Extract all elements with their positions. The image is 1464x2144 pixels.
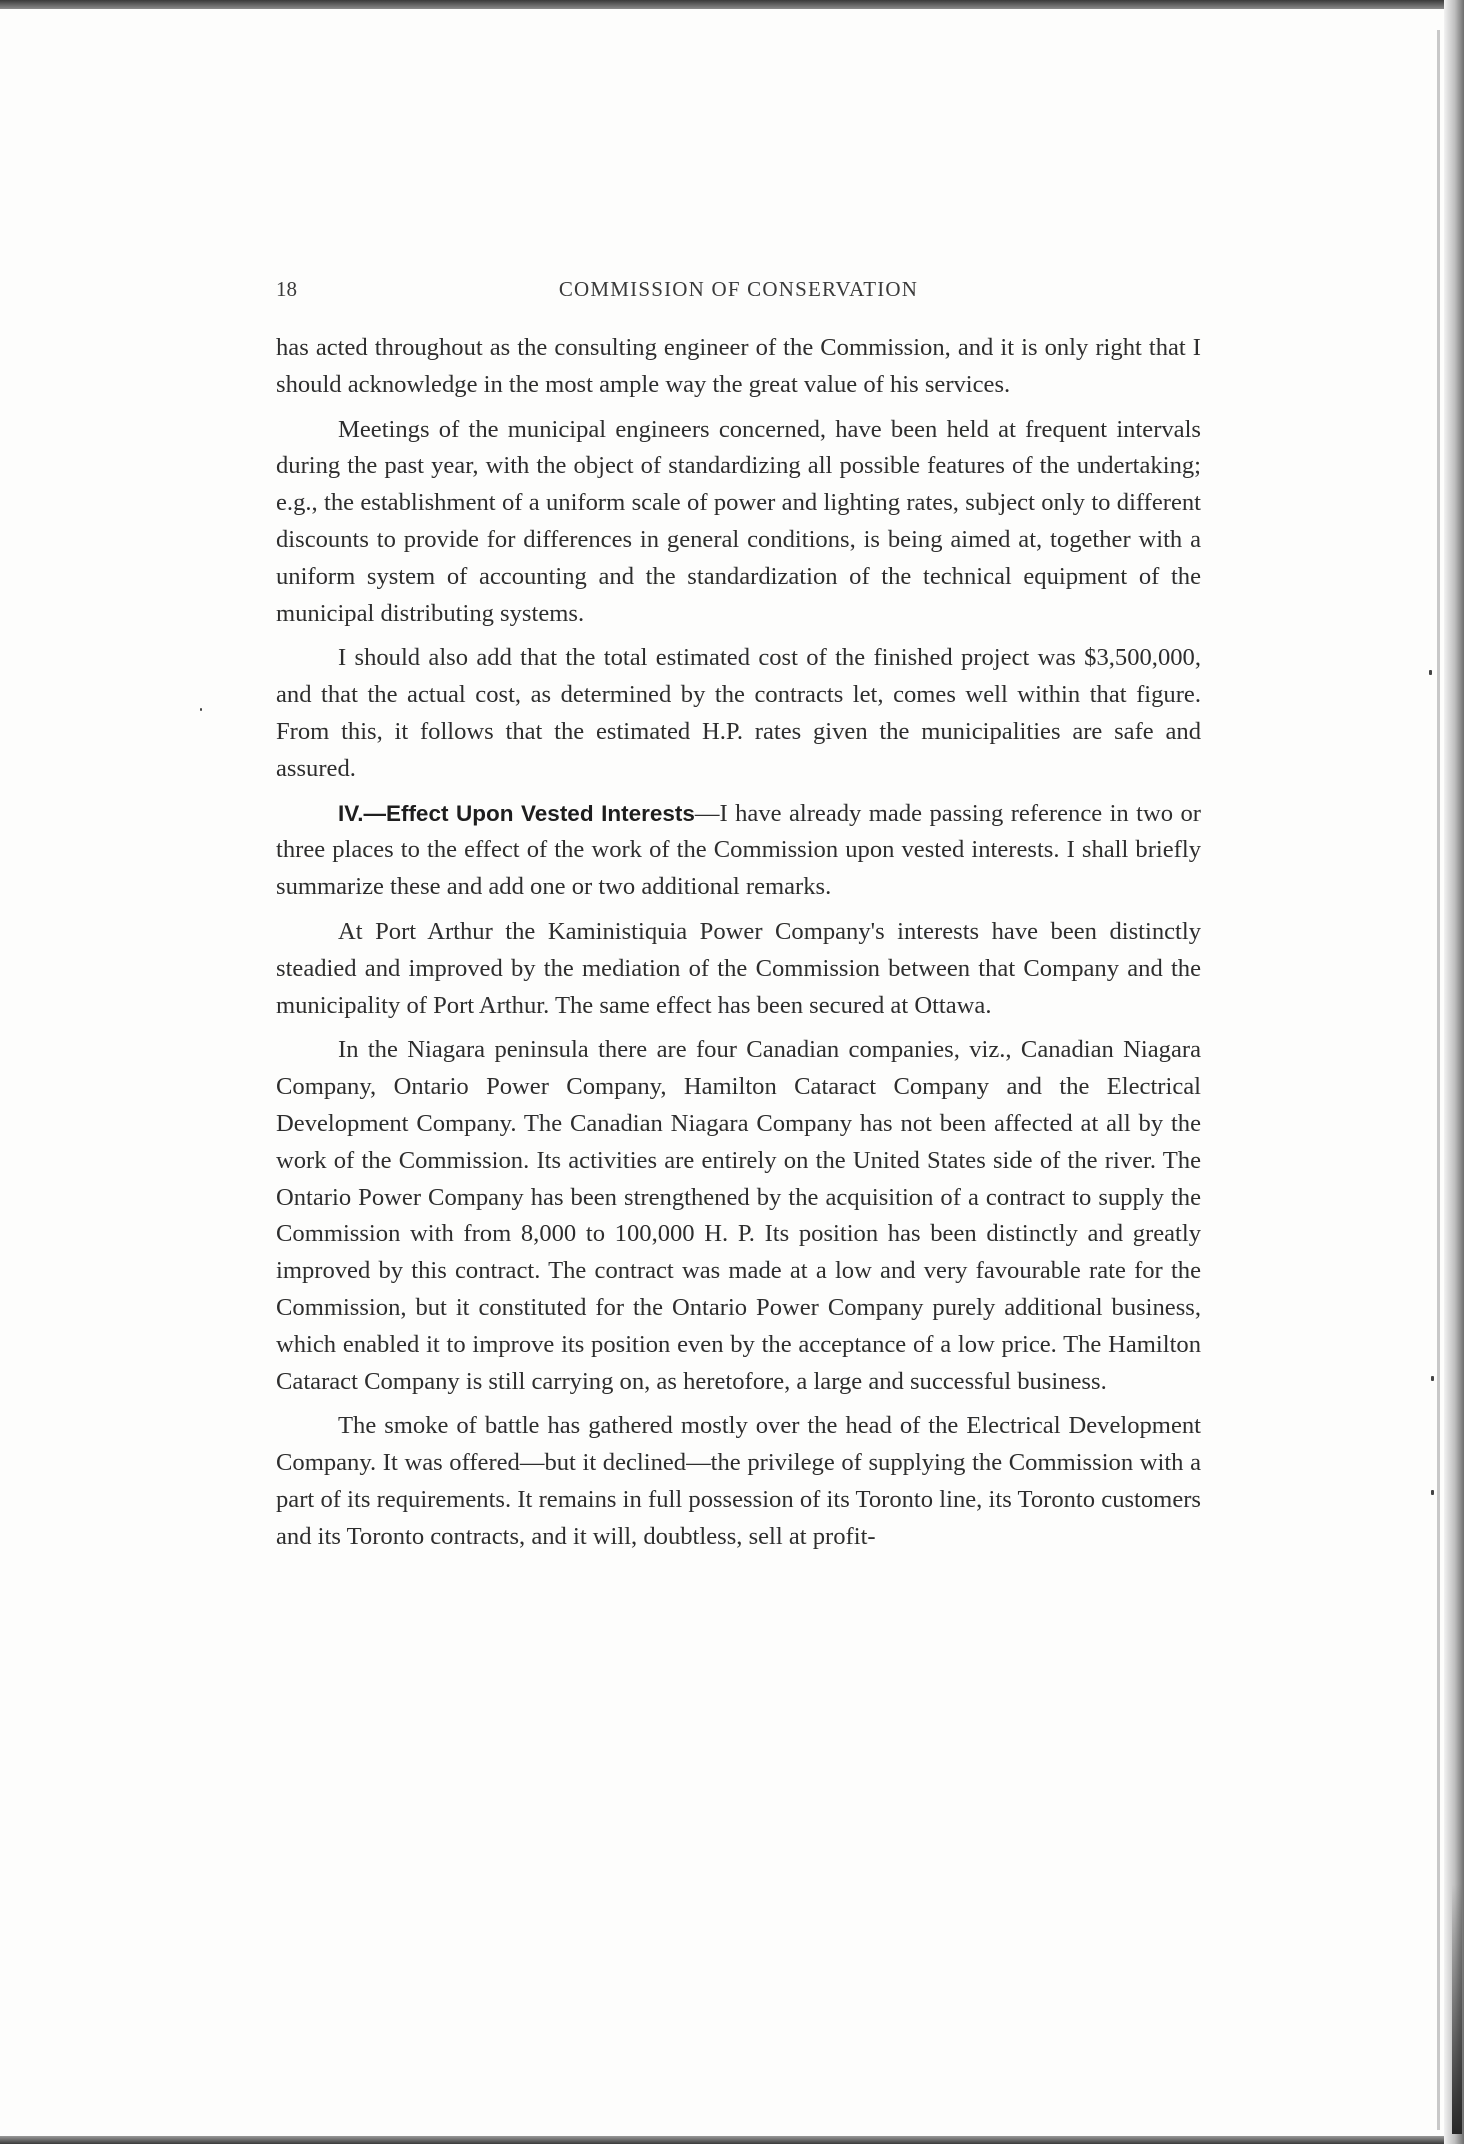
running-head: COMMISSION OF CONSERVATION bbox=[558, 277, 919, 301]
paragraph: In the Niagara peninsula there are four Canadian companies, viz., Canadian Niagara Company, Ontario Power Company, Hamilton Cataract Company and the Electrical Development Company. The Canadian Niagara Company has not been affected at all by the work of the Commission. Its activities are entirely on the United States side of the river. The Ontario Power Company has been strengthened by the acquisition of a contract to supply the Commission with from 8,000 to 100,000 H. P. Its position has been distinctly and greatly improved by this contract. The contract was made at a low and very favourable rate for the Commission, but it constituted for the Ontario Power Company purely additional business, which enabled it to improve its position even by the acceptance of a low price. The Hamilton Cataract Company is still carrying on, as heretofore, a large and successful business. bbox=[276, 1036, 1201, 1395]
paragraph: Meetings of the municipal engineers concerned, have been held at frequent intervals during the past year, with the object of standardizing all possible features of the undertaking; e.g., the establishment of a uniform scale of power and lighting rates, subject only to different discounts to provide for differences in general conditions, is being aimed at, together with a uniform system of accounting and the standardization of the technical equipment of the municipal distributing systems. bbox=[276, 415, 1201, 627]
page-header bbox=[276, 277, 1201, 311]
scan-speck bbox=[1429, 670, 1432, 675]
section-heading: IV.—Effect Upon Vested Interests bbox=[338, 800, 695, 826]
body-text bbox=[276, 330, 1201, 1564]
page-corner-shadow bbox=[1452, 1884, 1462, 2134]
page-fold-line bbox=[1437, 30, 1440, 2130]
section-text: —I have already made passing reference in two or three places to the effect of the work of the Commission upon vested interests. I shall briefly summarize these and add one or two additional remarks. bbox=[276, 799, 1201, 901]
page-bottom-edge bbox=[0, 2136, 1464, 2144]
scan-speck bbox=[1431, 1490, 1434, 1495]
section-paragraph bbox=[276, 796, 1201, 906]
page-top-edge bbox=[0, 0, 1464, 9]
page-number: 18 bbox=[276, 277, 297, 301]
paragraph-continuation: has acted throughout as the consulting engineer of the Commission, and it is only right that I should acknowledge in the most ample way the great value of his services. bbox=[276, 334, 1201, 398]
scan-speck bbox=[200, 708, 202, 711]
page-right-edge bbox=[1444, 0, 1464, 2144]
paragraph: I should also add that the total estimated cost of the finished project was $3,500,000, and that the actual cost, as determined by the contracts let, comes well within that figure. From this, it follows that the estimated H.P. rates given the municipalities are safe and assured. bbox=[276, 644, 1201, 782]
paragraph: The smoke of battle has gathered mostly over the head of the Electrical Development Company. It was offered—but it declined—the privilege of supplying the Commission with a part of its requirements. It remains in full possession of its Toronto line, its Toronto customers and its Toronto contracts, and it will, doubtless, sell at profit- bbox=[276, 1412, 1201, 1550]
scan-speck bbox=[1431, 1376, 1434, 1381]
paragraph: At Port Arthur the Kaministiquia Power Company's interests have been distinctly steadied and improved by the mediation of the Commission between that Company and the municipality of Port Arthur. The same effect has been secured at Ottawa. bbox=[276, 917, 1201, 1019]
